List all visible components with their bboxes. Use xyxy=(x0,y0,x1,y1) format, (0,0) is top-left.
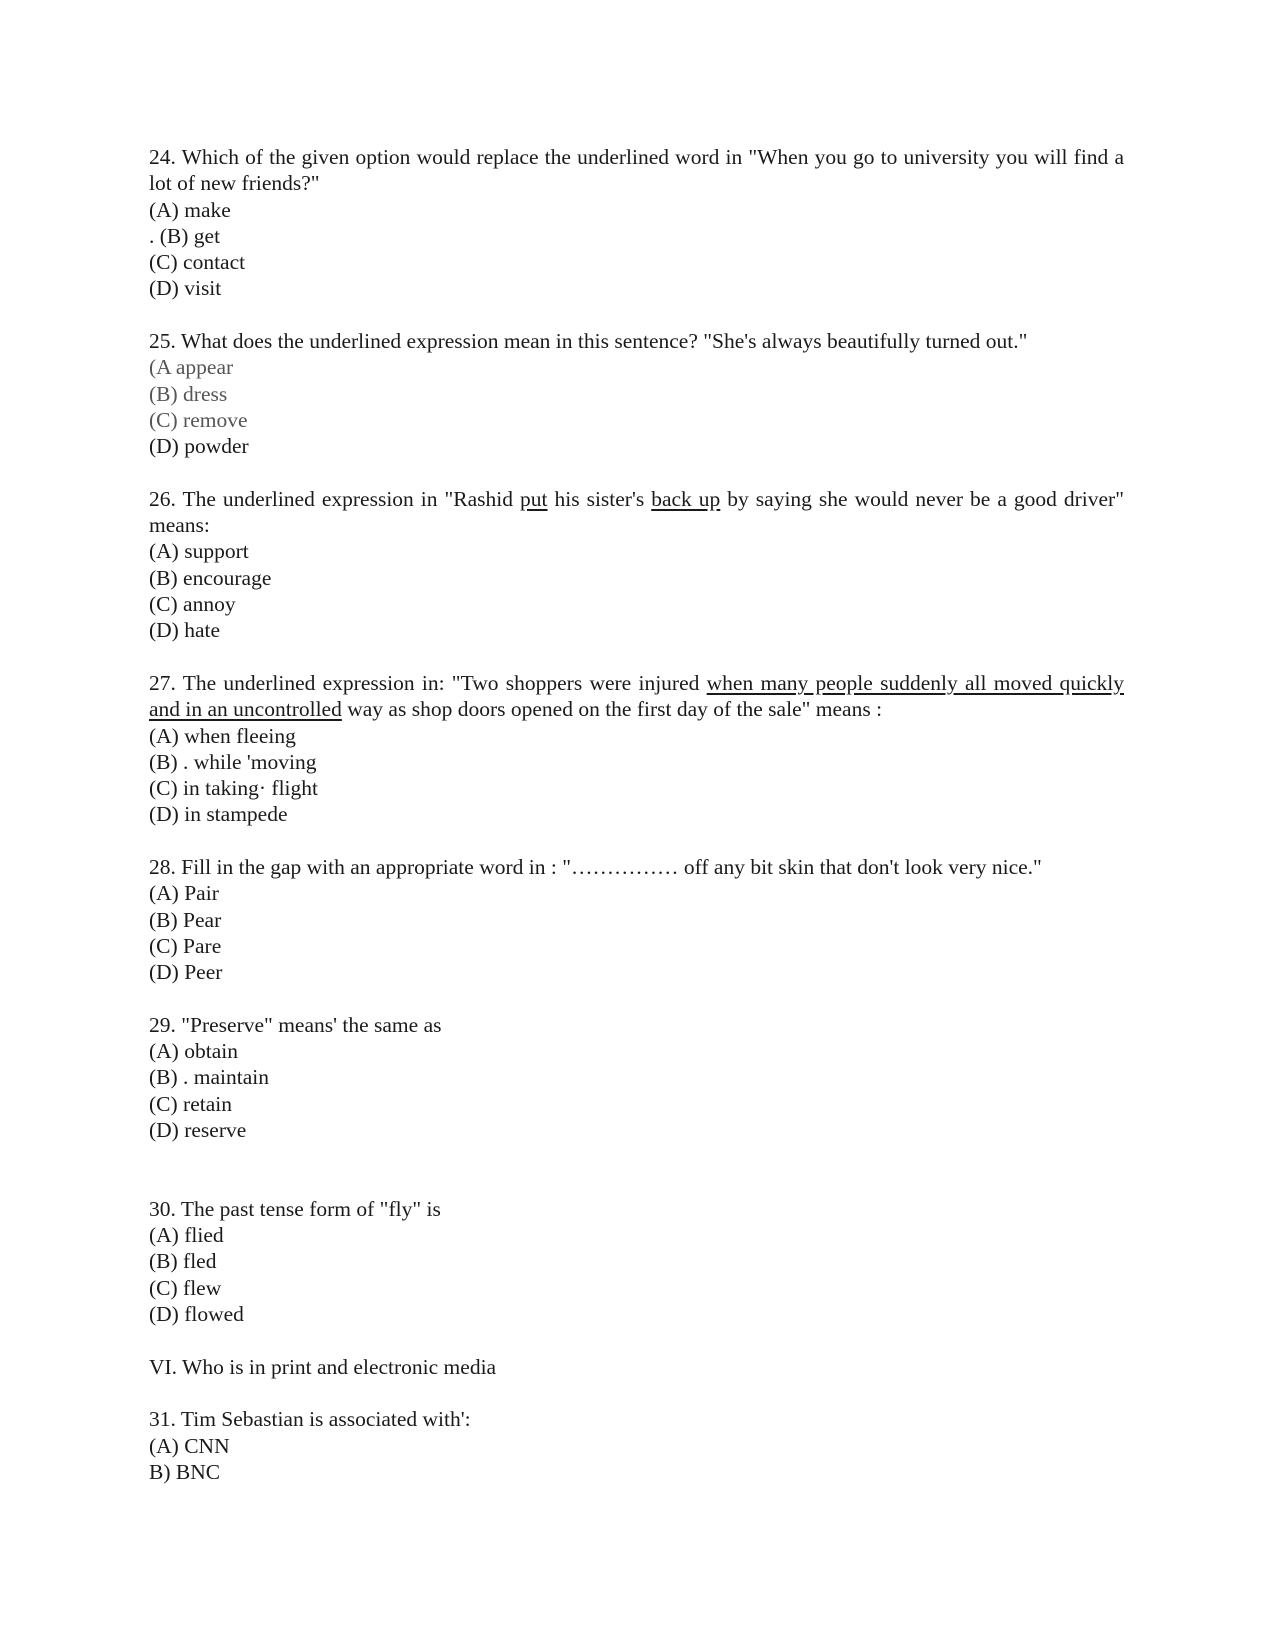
question-31-text: 31. Tim Sebastian is associated with': xyxy=(149,1407,471,1432)
question-text-segment: 27. The underlined expression in: "Two shoppers were injured xyxy=(149,670,707,695)
underlined-expression: when many people suddenly all moved quickly and in an uncontrolled xyxy=(149,670,1124,722)
question-text-segment: his sister's xyxy=(547,486,652,511)
option-c: (C) annoy xyxy=(149,592,236,617)
question-24 xyxy=(149,144,1124,302)
exam-page xyxy=(149,144,1124,1511)
option-a: (A) CNN xyxy=(149,1433,230,1458)
question-27 xyxy=(149,670,1124,828)
question-28-text: 28. Fill in the gap with an appropriate word in : "…………… off any bit skin that don't look very nice." xyxy=(149,855,1042,880)
option-c: (C) contact xyxy=(149,250,246,275)
option-c: (C) remove xyxy=(149,407,248,432)
option-d: (D) reserve xyxy=(149,1117,247,1142)
option-b: (B) fled xyxy=(149,1249,217,1274)
question-26 xyxy=(149,486,1124,644)
option-d: (D) visit xyxy=(149,276,222,301)
option-b: . (B) get xyxy=(149,223,221,248)
question-27-text xyxy=(149,670,1124,723)
option-d: (D) in stampede xyxy=(149,802,288,827)
option-c: (C) flew xyxy=(149,1275,222,1300)
question-30 xyxy=(149,1196,1124,1327)
option-c: (C) in taking· flight xyxy=(149,776,318,801)
question-28 xyxy=(149,854,1124,985)
option-a: (A) Pair xyxy=(149,881,219,906)
option-b: (B) . maintain xyxy=(149,1065,270,1090)
question-31 xyxy=(149,1406,1124,1485)
option-a: (A) make xyxy=(149,197,231,222)
question-24-text: 24. Which of the given option would replace the underlined word in "When you go to university you will find a lot of new friends?" xyxy=(149,145,1124,196)
underlined-word: put xyxy=(520,486,548,511)
question-text-segment: way as shop doors opened on the first day of the sale" means : xyxy=(341,697,883,722)
question-text-segment: 26. The underlined expression in "Rashid xyxy=(149,486,521,511)
question-30-text: 30. The past tense form of "fly" is xyxy=(149,1196,441,1221)
option-d: (D) powder xyxy=(149,434,249,459)
option-a: (A appear xyxy=(149,355,234,380)
option-c: (C) Pare xyxy=(149,933,222,958)
question-29 xyxy=(149,1012,1124,1143)
question-25 xyxy=(149,328,1124,459)
question-29-text: 29. "Preserve" means' the same as xyxy=(149,1012,442,1037)
option-d: (D) flowed xyxy=(149,1302,244,1327)
question-25-text: 25. What does the underlined expression mean in this sentence? "She's always beautifully turned out." xyxy=(149,329,1028,354)
option-a: (A) support xyxy=(149,539,249,564)
option-b: (B) . while 'moving xyxy=(149,749,317,774)
option-c: (C) retain xyxy=(149,1091,232,1116)
underlined-expression: back up xyxy=(651,486,721,511)
option-a: (A) flied xyxy=(149,1223,224,1248)
option-b: (B) Pear xyxy=(149,907,222,932)
option-b: B) BNC xyxy=(149,1459,221,1484)
question-26-text xyxy=(149,486,1124,539)
option-d: (D) hate xyxy=(149,618,221,643)
option-a: (A) obtain xyxy=(149,1039,238,1064)
option-b: (B) encourage xyxy=(149,565,272,590)
option-d: (D) Peer xyxy=(149,960,223,985)
option-b: (B) dress xyxy=(149,381,228,406)
section-heading: VI. Who is in print and electronic media xyxy=(149,1354,497,1379)
question-text-segment: by saying she would never be a good driver" means: xyxy=(149,486,1124,538)
option-a: (A) when fleeing xyxy=(149,723,296,748)
